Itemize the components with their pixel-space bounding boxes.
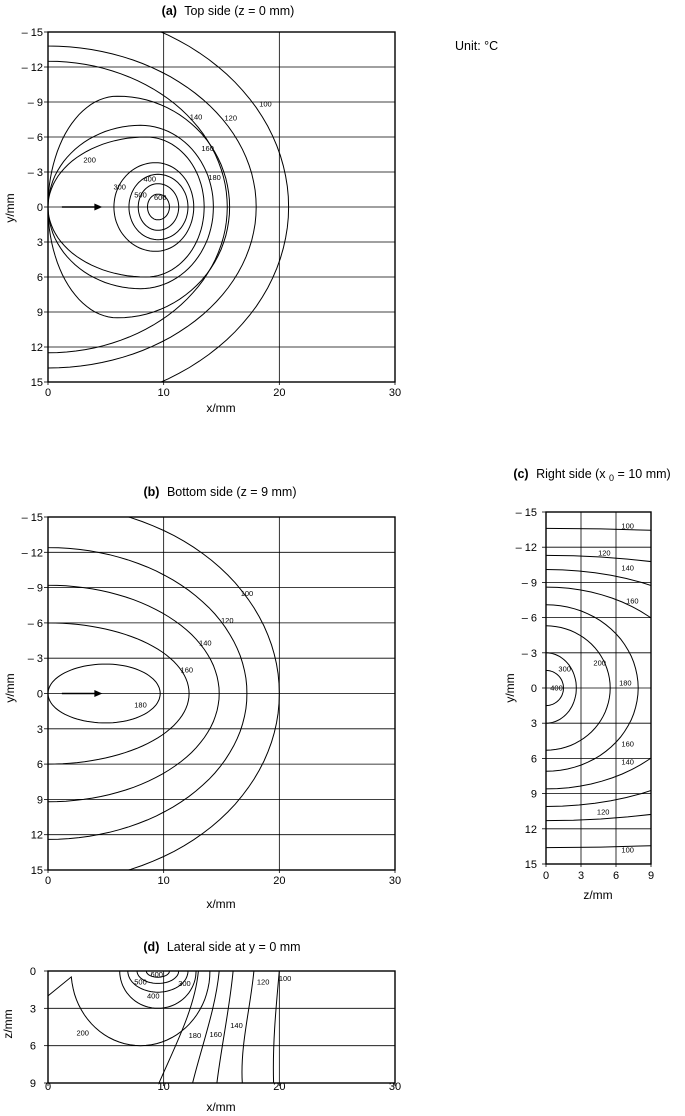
panel-d-xlabel: x/mm bbox=[206, 1100, 236, 1114]
tick-label-y: 12 bbox=[30, 342, 43, 354]
contour-label: 600 bbox=[150, 970, 163, 980]
contour-label: 200 bbox=[593, 658, 606, 668]
tick-label-y: 0 bbox=[36, 688, 43, 701]
contour-label: 160 bbox=[201, 144, 214, 153]
tick-label-y: 15 bbox=[30, 377, 43, 389]
contour-label: 140 bbox=[621, 757, 634, 767]
tick-label-x: 6 bbox=[612, 870, 620, 882]
panel-top-side bbox=[3, 4, 401, 415]
tick-label-y: 3 bbox=[530, 718, 537, 731]
tick-label-x: 9 bbox=[647, 870, 655, 882]
tick-label-x: 20 bbox=[273, 1081, 286, 1093]
contour-label: 600 bbox=[153, 193, 167, 202]
tick-label-y: – 6 bbox=[27, 132, 43, 144]
tick-label-x: 30 bbox=[388, 387, 402, 399]
heat-source-arrowhead bbox=[94, 690, 102, 697]
contour-label: 120 bbox=[224, 113, 238, 123]
panel-d-letter: (d) bbox=[143, 940, 160, 954]
panel-c-xlabel: z/mm bbox=[583, 888, 613, 902]
isotherm-vertical bbox=[193, 971, 220, 1083]
panel-c-title bbox=[513, 467, 670, 484]
panel-right-side bbox=[503, 467, 685, 902]
plot-area-a bbox=[22, 5, 402, 410]
tick-label-y: – 15 bbox=[515, 507, 537, 519]
panel-b-title-text: Bottom side (z = 9 mm) bbox=[166, 485, 297, 499]
contour-label: 500 bbox=[134, 190, 147, 200]
contour-label: 400 bbox=[143, 174, 157, 184]
panel-c-title-tail: = 10 mm) bbox=[617, 467, 671, 481]
panel-c-title-text: Right side (x bbox=[536, 467, 606, 481]
contour-label: 120 bbox=[256, 977, 270, 987]
tick-label-y: 3 bbox=[36, 723, 43, 736]
tick-label-y: 9 bbox=[36, 307, 43, 319]
unit-label: Unit: °C bbox=[455, 39, 499, 53]
tick-label-y: – 12 bbox=[515, 542, 537, 555]
contour-label: 100 bbox=[621, 845, 634, 855]
tick-label-y: 3 bbox=[29, 1003, 36, 1016]
panel-c-letter: (c) bbox=[513, 467, 529, 481]
isotherm-vertical bbox=[242, 971, 254, 1083]
tick-label-x: 10 bbox=[157, 875, 170, 887]
contour-label: 160 bbox=[626, 596, 639, 606]
panel-bottom-side bbox=[3, 485, 401, 911]
tick-label-y: 9 bbox=[530, 788, 537, 801]
contour-label: 160 bbox=[621, 739, 634, 749]
tick-label-y: 15 bbox=[30, 865, 43, 877]
tick-label-y: 6 bbox=[29, 1040, 36, 1053]
contour-label: 180 bbox=[208, 173, 221, 183]
panel-c-title-sub: 0 bbox=[609, 473, 615, 483]
tick-label-x: 10 bbox=[157, 1081, 170, 1093]
contour-label: 200 bbox=[83, 155, 96, 165]
contour-label: 180 bbox=[134, 700, 147, 710]
tick-label-x: 0 bbox=[44, 875, 52, 887]
contour-label: 500 bbox=[134, 977, 147, 987]
contour-label: 140 bbox=[230, 1021, 243, 1031]
tick-label-y: 6 bbox=[36, 272, 43, 284]
tick-label-y: – 3 bbox=[27, 653, 43, 666]
contour-label: 100 bbox=[278, 973, 292, 983]
tick-label-y: 0 bbox=[36, 202, 43, 214]
tick-label-y: – 15 bbox=[21, 512, 43, 524]
panel-a-title-text: Top side (z = 0 mm) bbox=[184, 4, 295, 18]
contour-label: 140 bbox=[189, 112, 203, 122]
tick-label-y: 9 bbox=[29, 1078, 36, 1090]
tick-label-x: 0 bbox=[542, 870, 550, 882]
tick-label-y: – 9 bbox=[27, 582, 43, 595]
tick-label-x: 0 bbox=[44, 1081, 52, 1093]
tick-label-y: – 12 bbox=[21, 547, 43, 560]
contour-label: 100 bbox=[621, 521, 634, 531]
plot-area-d bbox=[30, 966, 401, 1093]
contour-label: 160 bbox=[180, 665, 194, 675]
heat-source-arrowhead bbox=[94, 204, 102, 211]
contour-label: 300 bbox=[558, 664, 571, 674]
tick-label-y: 0 bbox=[530, 683, 537, 695]
tick-label-x: 30 bbox=[388, 1081, 402, 1093]
contour-label: 200 bbox=[76, 1028, 89, 1038]
panel-b-letter: (b) bbox=[143, 485, 160, 499]
tick-label-y: 6 bbox=[36, 759, 43, 772]
tick-label-y: – 9 bbox=[521, 577, 537, 590]
tick-label-y: 3 bbox=[36, 237, 43, 249]
panel-b-ylabel: y/mm bbox=[3, 673, 17, 703]
panel-a-xlabel: x/mm bbox=[206, 401, 236, 415]
tick-label-y: – 12 bbox=[21, 62, 43, 74]
panel-lateral-side bbox=[1, 940, 401, 1114]
plot-area-b bbox=[22, 502, 402, 888]
tick-label-y: – 15 bbox=[21, 27, 43, 39]
tick-label-x: 3 bbox=[577, 870, 585, 882]
contour-label: 400 bbox=[146, 991, 160, 1001]
panel-a-title bbox=[162, 4, 295, 18]
tick-label-x: 10 bbox=[157, 387, 170, 399]
contour-label: 140 bbox=[199, 638, 212, 648]
contour-label: 120 bbox=[596, 807, 610, 817]
contour-label: 300 bbox=[113, 182, 126, 192]
isotherm-vertical bbox=[273, 971, 279, 1083]
tick-label-x: 20 bbox=[273, 387, 286, 399]
tick-label-y: – 3 bbox=[27, 167, 43, 179]
tick-label-y: – 6 bbox=[521, 612, 537, 625]
tick-label-y: 12 bbox=[524, 823, 537, 836]
contour-label: 160 bbox=[209, 1029, 222, 1039]
tick-label-y: – 3 bbox=[521, 647, 537, 660]
tick-label-x: 20 bbox=[273, 875, 286, 887]
tick-label-y: – 6 bbox=[27, 617, 43, 630]
panel-c-ylabel: y/mm bbox=[503, 673, 517, 703]
contour-label: 120 bbox=[598, 548, 611, 558]
panel-d-ylabel: z/mm bbox=[1, 1009, 15, 1039]
panel-d-title bbox=[143, 940, 300, 954]
contour-label: 180 bbox=[619, 678, 632, 688]
contour-label: 140 bbox=[621, 563, 634, 573]
plot-frame-d bbox=[48, 971, 395, 1083]
contour-label: 100 bbox=[259, 99, 272, 109]
contour-label: 120 bbox=[221, 615, 234, 625]
panel-b-xlabel: x/mm bbox=[206, 897, 236, 911]
tick-label-y: 0 bbox=[29, 966, 36, 978]
tick-label-x: 30 bbox=[388, 875, 402, 887]
contour-label: 300 bbox=[178, 978, 191, 988]
contour-label: 100 bbox=[240, 588, 254, 598]
tick-label-y: 9 bbox=[36, 794, 43, 807]
panel-a-ylabel: y/mm bbox=[3, 193, 17, 223]
tick-label-y: 6 bbox=[530, 753, 537, 766]
panel-a-letter: (a) bbox=[161, 4, 177, 18]
contour-label: 400 bbox=[550, 683, 563, 693]
tick-label-y: 12 bbox=[30, 829, 43, 842]
contour-label: 180 bbox=[188, 1031, 202, 1041]
panel-d-title-text: Lateral side at y = 0 mm bbox=[166, 940, 301, 954]
tick-label-x: 0 bbox=[44, 387, 52, 399]
plot-area-c bbox=[516, 507, 685, 882]
panel-b-title bbox=[143, 485, 296, 499]
tick-label-y: 15 bbox=[524, 859, 537, 871]
tick-label-y: – 9 bbox=[27, 97, 43, 109]
